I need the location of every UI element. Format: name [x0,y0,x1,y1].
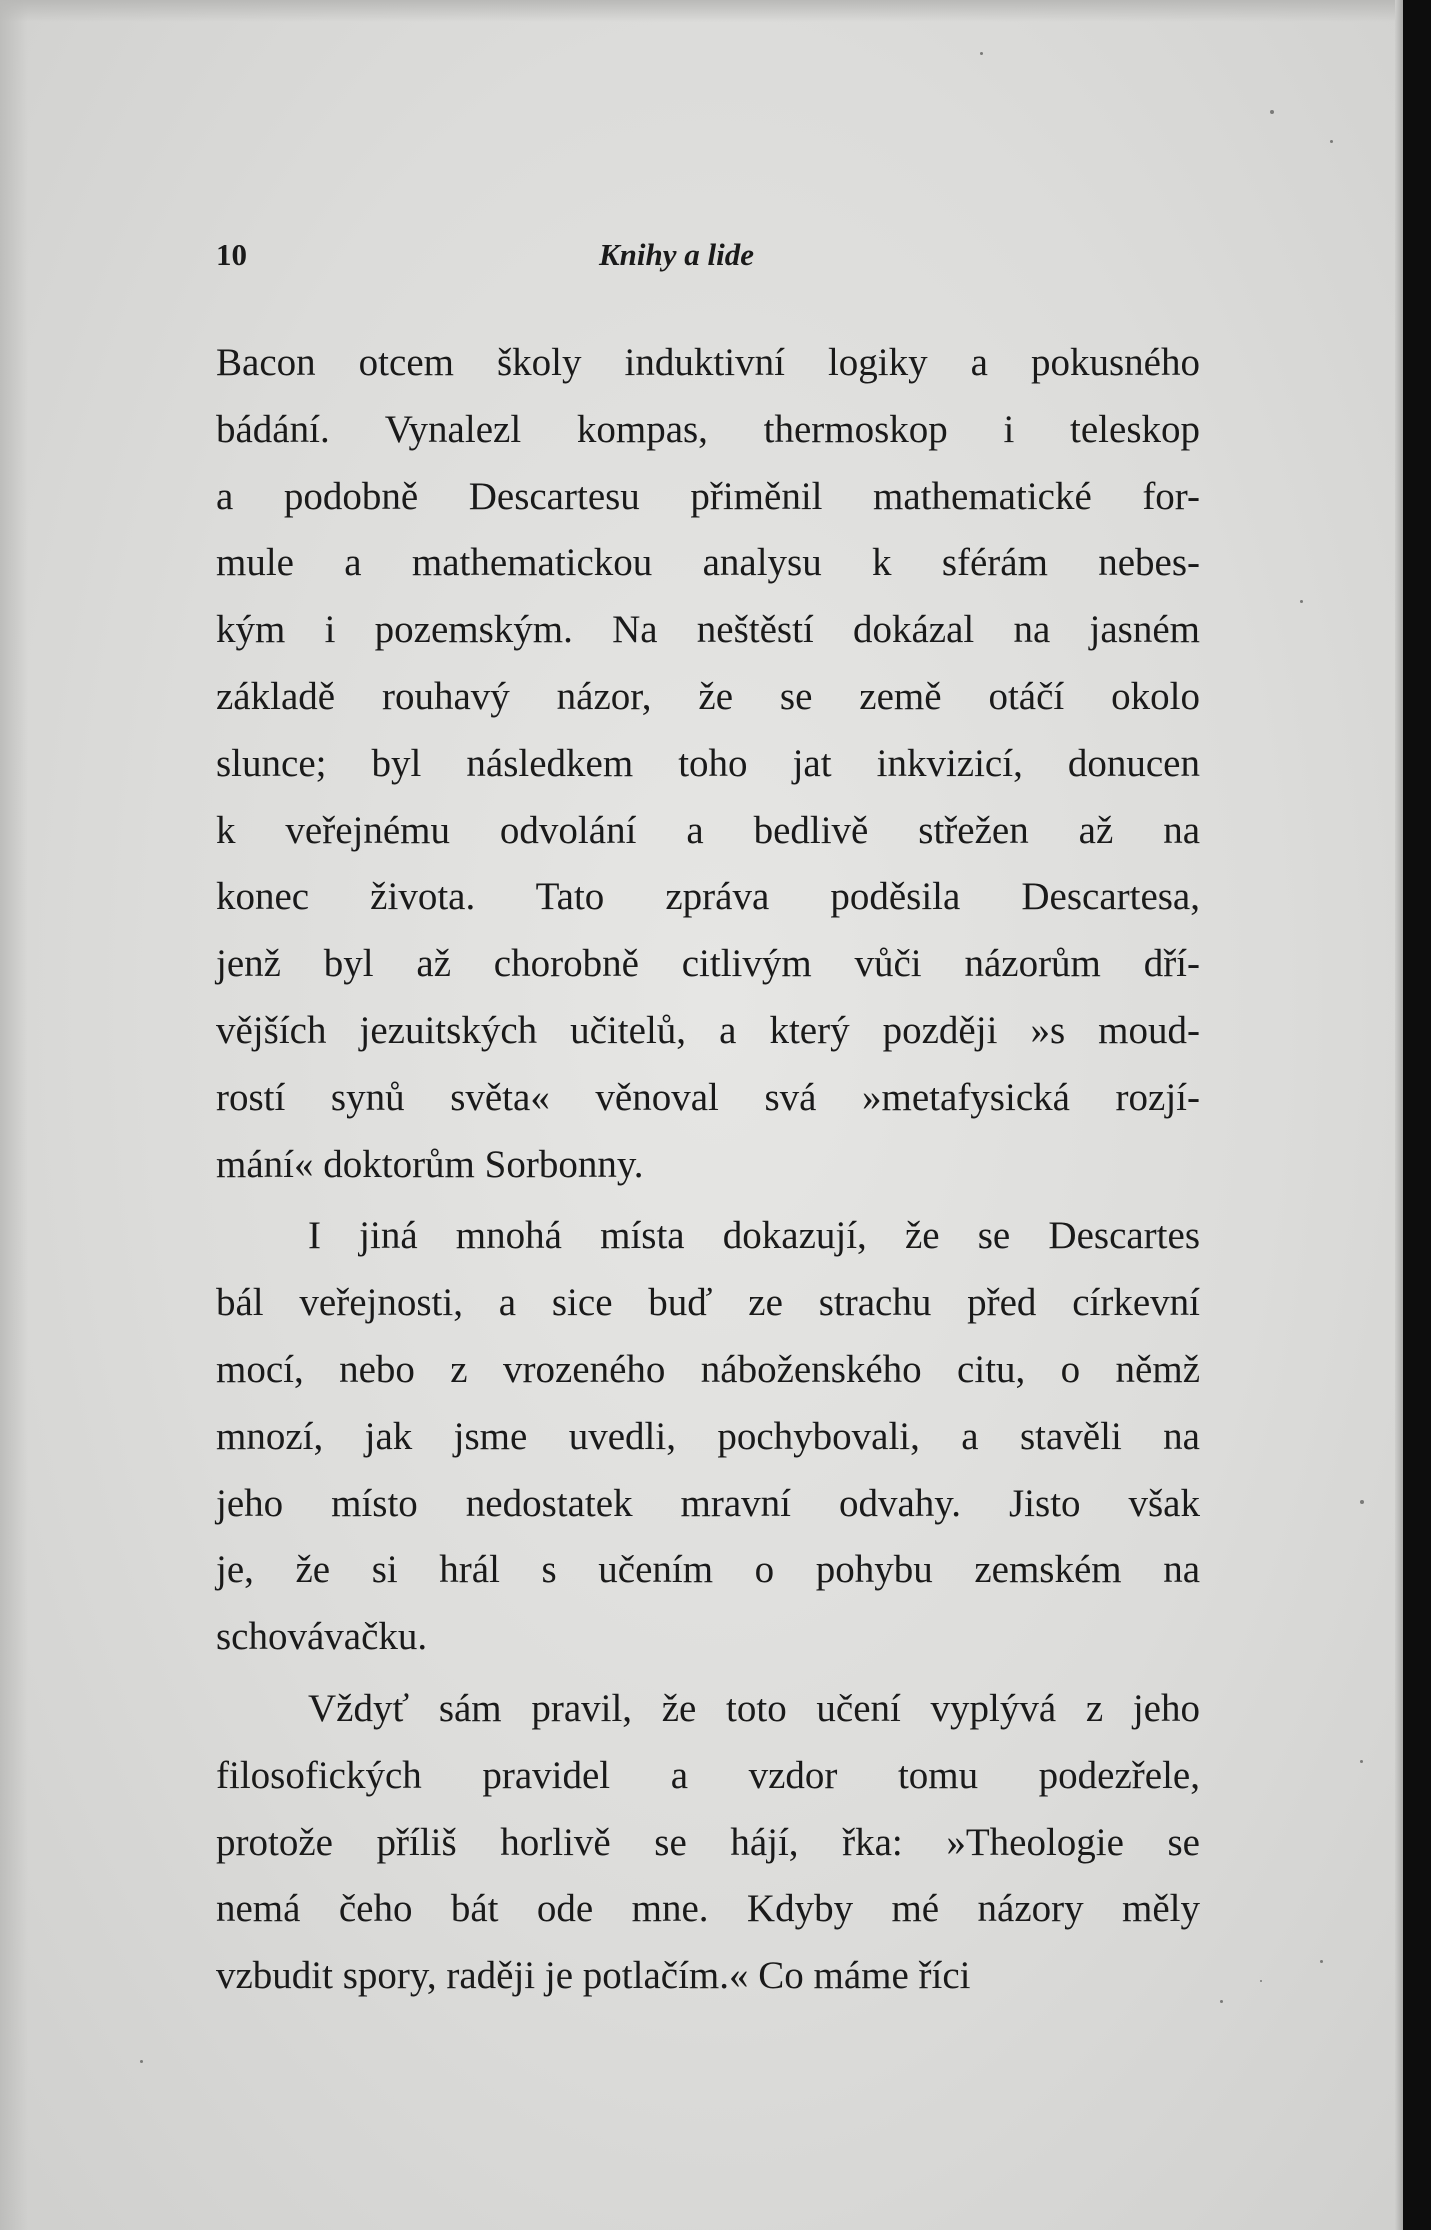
text-line: vějších jezuitských učitelů, a který později »s moud- [216,1008,1200,1052]
scan-speck [1220,2000,1223,2003]
paragraph [216,1203,1200,1671]
scan-speck [1360,1760,1363,1763]
scan-speck [980,52,983,55]
text-line: je, že si hrál s učením o pohybu zemském na [216,1548,1200,1592]
scan-speck [1330,140,1333,143]
text-line: schovávačku. [216,1615,428,1659]
text-line: filosofických pravidel a vzdor tomu podezřele, [216,1753,1200,1797]
text-line: I jiná mnohá místa dokazují, že se Descartes [308,1214,1200,1258]
binding-gutter [1395,0,1403,2230]
text-line: konec života. Tato zpráva poděsila Descartesa, [216,875,1200,919]
text-line: mání« doktorům Sorbonny. [216,1142,644,1186]
text-line: rostí synů světa« věnoval svá »metafysická rozjí- [216,1075,1200,1119]
scan-speck [1300,600,1303,603]
text-line: a podobně Descartesu přiměnil mathematické for- [216,474,1200,518]
body-text [216,330,1200,2010]
page-top-shadow [0,0,1431,22]
text-line: základě rouhavý názor, že se země otáčí okolo [216,674,1200,718]
text-line: protože příliš horlivě se hájí, řka: »Theologie se [216,1820,1200,1864]
page-header [216,237,816,277]
scan-speck [140,2060,143,2063]
text-line: k veřejnému odvolání a bedlivě střežen až na [216,808,1200,852]
text-line: mule a mathematickou analysu k sférám nebes- [216,541,1200,585]
text-line: Bacon otcem školy induktivní logiky a pokusného [216,341,1200,384]
scan-speck [1320,1960,1323,1963]
page-edge-shadow [0,0,28,2230]
text-line: nemá čeho bát ode mne. Kdyby mé názory měly [216,1887,1200,1931]
text-line: vzbudit spory, raději je potlačím.« Co máme říci [216,1954,971,1998]
page-number: 10 [216,237,247,272]
book-binding-edge [1403,0,1431,2230]
text-line: mnozí, jak jsme uvedli, pochybovali, a stavěli na [216,1414,1200,1458]
text-line: kým i pozemským. Na neštěstí dokázal na jasném [216,608,1200,652]
text-line: bál veřejnosti, a sice buď ze strachu před církevní [216,1281,1200,1325]
text-line: slunce; byl následkem toho jat inkvizicí, donucen [216,741,1200,785]
text-line: mocí, nebo z vrozeného náboženského citu, o němž [216,1347,1200,1391]
running-title: Knihy a lide [599,237,755,272]
text-line: Vždyť sám pravil, že toto učení vyplývá z jeho [308,1686,1200,1730]
scan-speck [1270,110,1274,114]
scan-speck [1260,1980,1262,1982]
scan-speck [1360,1500,1364,1504]
paragraph [216,1676,1200,2010]
text-line: jeho místo nedostatek mravní odvahy. Jisto však [216,1481,1200,1525]
paragraph [216,330,1200,1198]
text-line: bádání. Vynalezl kompas, thermoskop i teleskop [216,407,1200,451]
text-line: jenž byl až chorobně citlivým vůči názorům dří- [216,942,1200,986]
